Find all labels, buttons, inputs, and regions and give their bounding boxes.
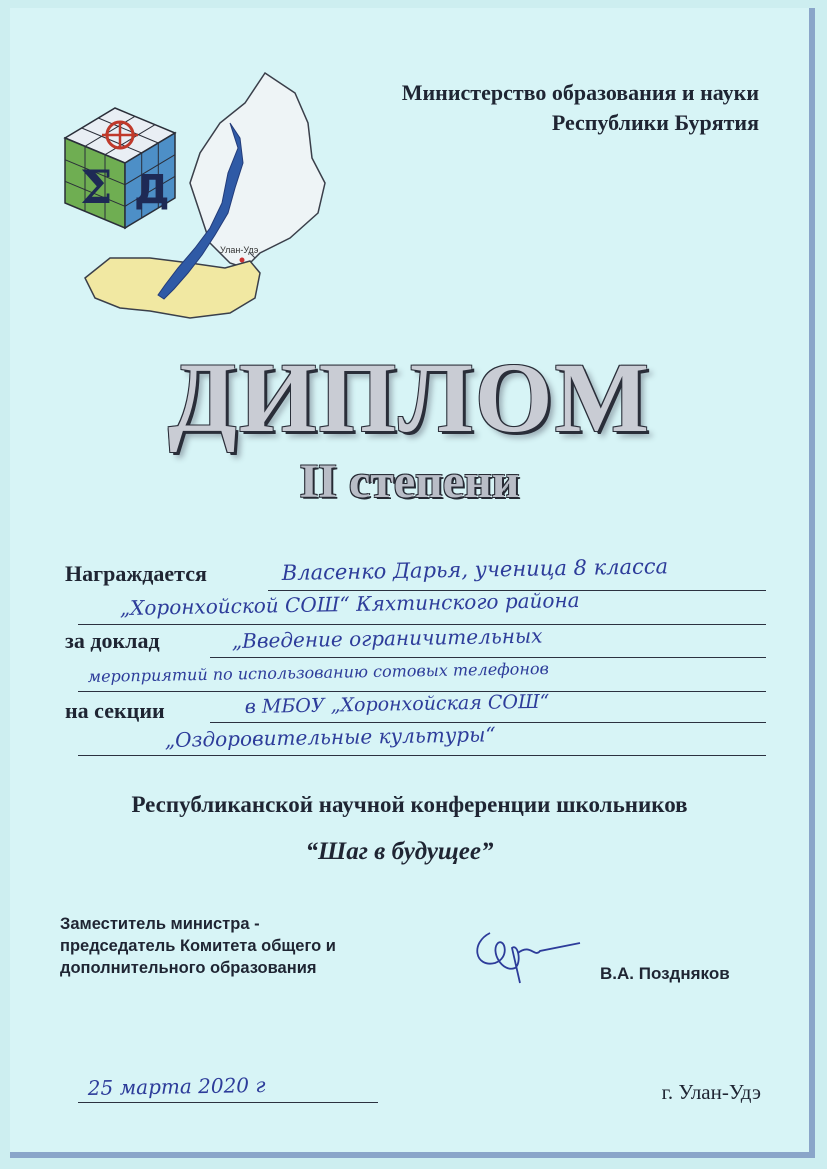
report-line-2: мероприятий по использованию сотовых телефонов bbox=[87, 658, 549, 686]
city: г. Улан-Удэ bbox=[661, 1080, 761, 1104]
section-line-underline bbox=[78, 755, 766, 756]
diploma-title: ДИПЛОМ bbox=[167, 342, 652, 453]
cube-icon bbox=[65, 108, 175, 228]
report-line-1-underline bbox=[210, 657, 766, 658]
diploma-degree: II степени bbox=[299, 455, 520, 508]
conference-name: Республиканской научной конференции школьников bbox=[131, 792, 688, 817]
signatory-position-line-2: председатель Комитета общего и bbox=[60, 937, 336, 955]
signatory-position-line-3: дополнительного образования bbox=[60, 959, 317, 977]
report-line-3: в МБОУ „Хоронхойская СОШ“ bbox=[244, 690, 550, 718]
signatory-name: В.А. Поздняков bbox=[600, 964, 730, 983]
section-label: на секции bbox=[65, 698, 165, 723]
awardee-line-2: „Хоронхойской СОШ“ Кяхтинского района bbox=[119, 587, 580, 620]
conference-motto: “Шаг в будущее” bbox=[305, 838, 494, 865]
signatory-position-line-1: Заместитель министра - bbox=[60, 915, 260, 933]
awardee-line-1: Власенко Дарья, ученица 8 класса bbox=[281, 554, 669, 585]
ministry-line-2: Республики Бурятия bbox=[551, 110, 759, 135]
ministry-line-1: Министерство образования и науки bbox=[401, 80, 759, 105]
date-underline bbox=[78, 1102, 378, 1103]
report-label: за доклад bbox=[65, 628, 160, 653]
ulan-ude-map-label: Улан-Удэ bbox=[220, 245, 259, 255]
issue-date: 25 марта 2020 г bbox=[87, 1072, 266, 1100]
report-line-1: „Введение ограничительных bbox=[231, 623, 543, 653]
diploma-page bbox=[10, 8, 815, 1158]
report-line-2-underline bbox=[78, 691, 766, 692]
svg-text:Σ: Σ bbox=[80, 160, 113, 214]
ministry-heading bbox=[402, 78, 759, 138]
svg-text:Д: Д bbox=[134, 167, 170, 213]
section-line: „Оздоровительные культуры“ bbox=[164, 722, 496, 752]
handwritten-signature bbox=[460, 913, 590, 993]
awarded-label: Награждается bbox=[65, 561, 207, 586]
signatory-position bbox=[60, 913, 336, 979]
ministry-logo bbox=[50, 63, 350, 333]
